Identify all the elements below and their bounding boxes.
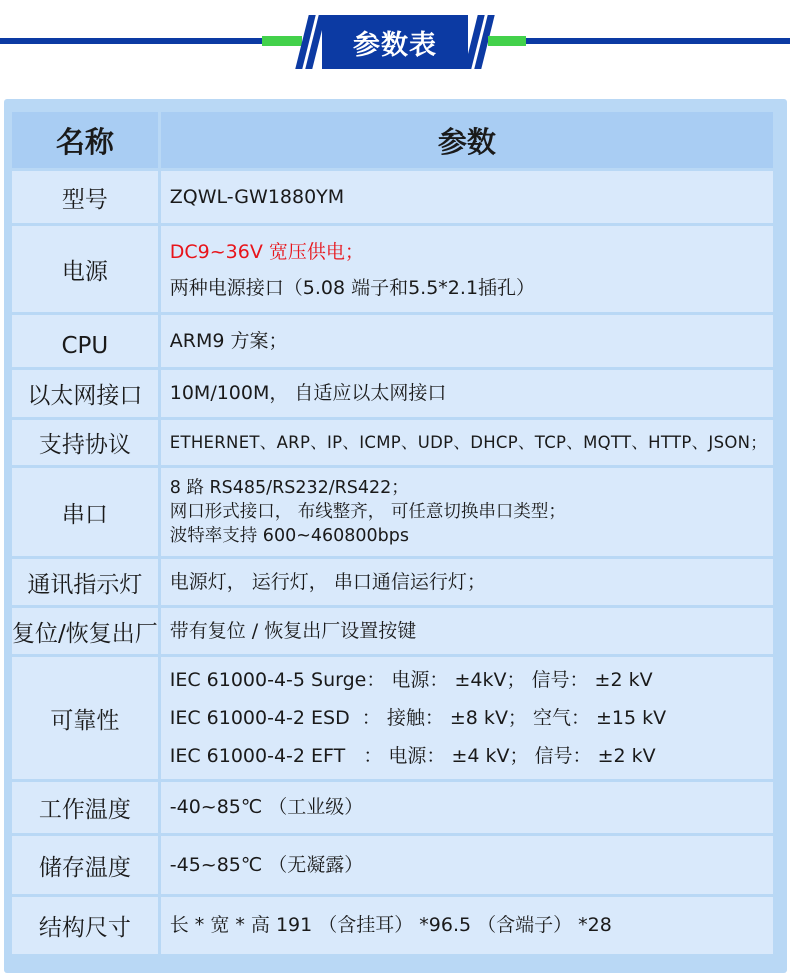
row-value [161, 171, 773, 223]
table-row [12, 782, 773, 833]
row-value [161, 836, 773, 894]
value-line: 电源灯， 运行灯， 串口通信运行灯； [169, 570, 486, 593]
spec-table-panel [4, 99, 787, 973]
row-value [161, 226, 773, 312]
row-name: 型号 [12, 171, 158, 223]
value-line: 8 路 RS485/RS232/RS422； [169, 478, 409, 498]
table-row [12, 315, 773, 367]
row-name: 可靠性 [12, 657, 158, 779]
header-value-cell: 参数 [161, 112, 773, 168]
table-row [12, 171, 773, 223]
row-value [161, 315, 773, 367]
value-line: 两种电源接口（5.08 端子和5.5*2.1插孔） [169, 277, 536, 299]
row-value [161, 657, 773, 779]
value-line: 长 * 宽 * 高 191 （含挂耳） *96.5 （含端子） *28 [169, 914, 612, 937]
row-name: 储存温度 [12, 836, 158, 894]
row-name: 以太网接口 [12, 370, 158, 417]
value-line: 带有复位 / 恢复出厂设置按键 [169, 619, 417, 642]
value-line: -40~85℃ （工业级） [169, 796, 364, 819]
row-value [161, 559, 773, 605]
value-line: IEC 61000-4-2 ESD ： 接触： ±8 kV； 空气： ±15 kV [169, 707, 667, 729]
spec-table [9, 109, 776, 957]
value-line: ZQWL-GW1880YM [169, 185, 345, 208]
table-row [12, 468, 773, 556]
banner-accent-right [488, 36, 526, 46]
row-name: 支持协议 [12, 420, 158, 465]
value-line: 网口形式接口， 布线整齐， 可任意切换串口类型； [169, 502, 566, 522]
row-name: 工作温度 [12, 782, 158, 833]
banner-rule-left [0, 38, 262, 44]
row-value [161, 468, 773, 556]
row-name: 复位/恢复出厂 [12, 608, 158, 654]
table-row [12, 657, 773, 779]
page-title: 参数表 [322, 15, 468, 69]
row-value [161, 608, 773, 654]
table-row [12, 559, 773, 605]
header-name-cell: 名称 [12, 112, 158, 168]
row-name: CPU [12, 315, 158, 367]
banner-rule-right [526, 38, 790, 44]
value-line: IEC 61000-4-5 Surge： 电源： ±4kV； 信号： ±2 kV [169, 669, 653, 691]
value-line: ARM9 方案； [169, 329, 288, 352]
value-line: ETHERNET、ARP、IP、ICMP、UDP、DHCP、TCP、MQTT、HTTP、JSON； [169, 432, 768, 452]
row-value [161, 420, 773, 465]
value-line: 波特率支持 600~460800bps [169, 526, 410, 546]
value-highlight-line: DC9~36V 宽压供电； [169, 241, 364, 263]
row-value [161, 782, 773, 833]
row-value [161, 897, 773, 954]
table-row [12, 370, 773, 417]
banner-accent-left [262, 36, 302, 46]
table-row [12, 897, 773, 954]
table-row [12, 836, 773, 894]
value-line: IEC 61000-4-2 EFT ： 电源： ±4 kV； 信号： ±2 kV [169, 745, 656, 767]
value-line: 10M/100M， 自适应以太网接口 [169, 382, 447, 405]
table-row [12, 420, 773, 465]
row-name: 结构尺寸 [12, 897, 158, 954]
table-row [12, 608, 773, 654]
table-header-row [12, 112, 773, 168]
row-name: 通讯指示灯 [12, 559, 158, 605]
value-line: -45~85℃ （无凝露） [169, 853, 364, 876]
title-banner [0, 0, 790, 92]
row-value [161, 370, 773, 417]
row-name: 电源 [12, 226, 158, 312]
table-row [12, 226, 773, 312]
row-name: 串口 [12, 468, 158, 556]
